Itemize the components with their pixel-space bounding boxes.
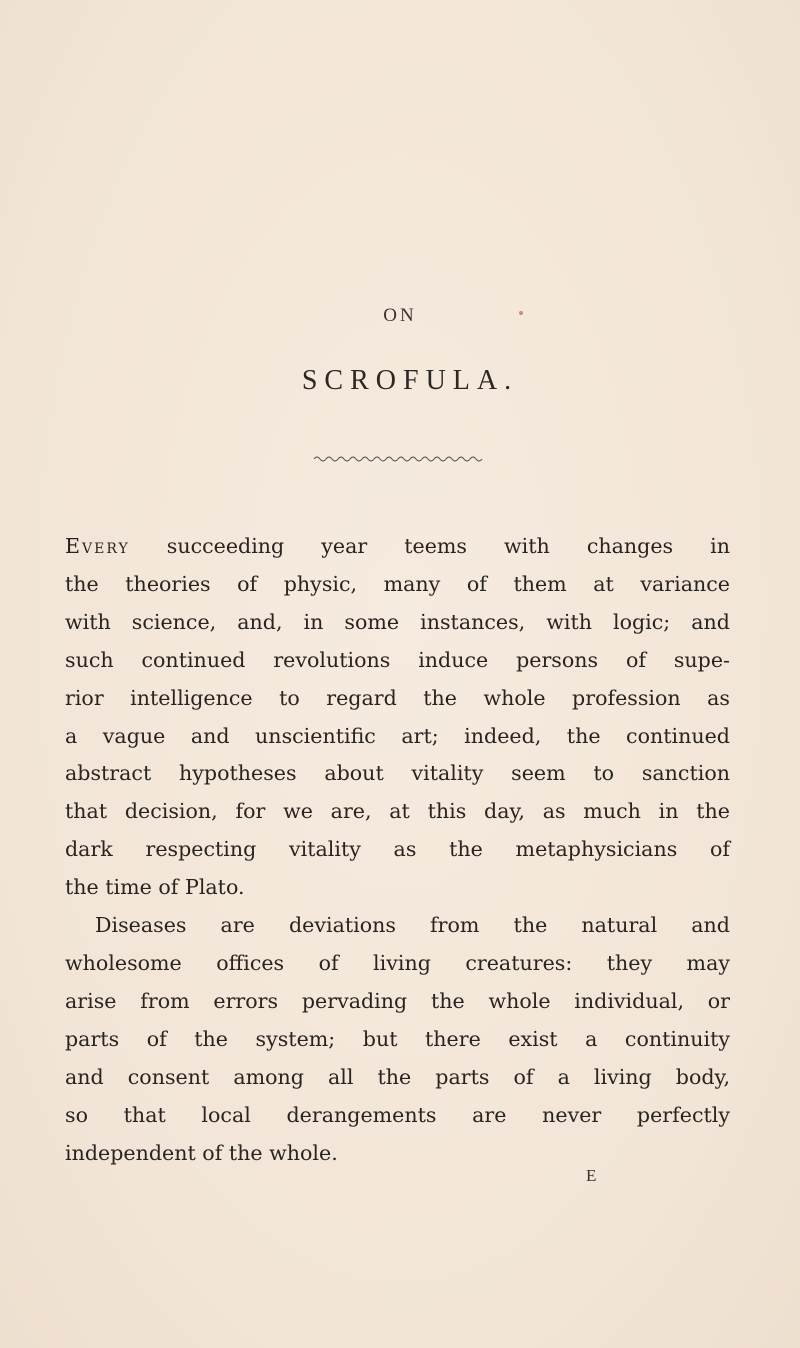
text-line-8: that decision, for we are, at this day, as much in the (65, 799, 730, 824)
text-line-17: independent of the whole. (65, 1140, 338, 1165)
text-line-3: with science, and, in some instances, with logic; and (65, 609, 730, 634)
text-line-12: wholesome offices of living creatures: they may (65, 950, 730, 975)
pre-title: ON (383, 305, 417, 326)
text-line-7: abstract hypotheses about vitality seem to sanction (65, 761, 730, 786)
signature-mark: E (586, 1166, 597, 1185)
text-line-11: Diseases are deviations from the natural and (95, 913, 730, 938)
text-line-10: the time of Plato. (65, 875, 245, 900)
text-line-4: such continued revolutions induce persons of supe- (65, 647, 730, 672)
drop-word: Every (65, 534, 130, 558)
text-line-9: dark respecting vitality as the metaphysicians of (65, 837, 730, 862)
body-text (65, 528, 730, 1172)
text-line-2: the theories of physic, many of them at variance (65, 571, 730, 596)
text-line-13: arise from errors pervading the whole individual, or (65, 988, 730, 1013)
text-line-14: parts of the system; but there exist a continuity (65, 1026, 730, 1051)
text-line-1: Every succeeding year teems with changes in (65, 534, 730, 558)
text-line-5: rior intelligence to regard the whole profession as (65, 685, 730, 710)
ornamental-divider (312, 454, 488, 464)
text-line-15: and consent among all the parts of a living body, (65, 1064, 730, 1089)
ink-speck (519, 311, 523, 315)
text-line-16: so that local derangements are never perfectly (65, 1102, 730, 1127)
page-title: SCROFULA. (301, 365, 519, 396)
text-line-6: a vague and unscientific art; indeed, the continued (65, 723, 730, 748)
